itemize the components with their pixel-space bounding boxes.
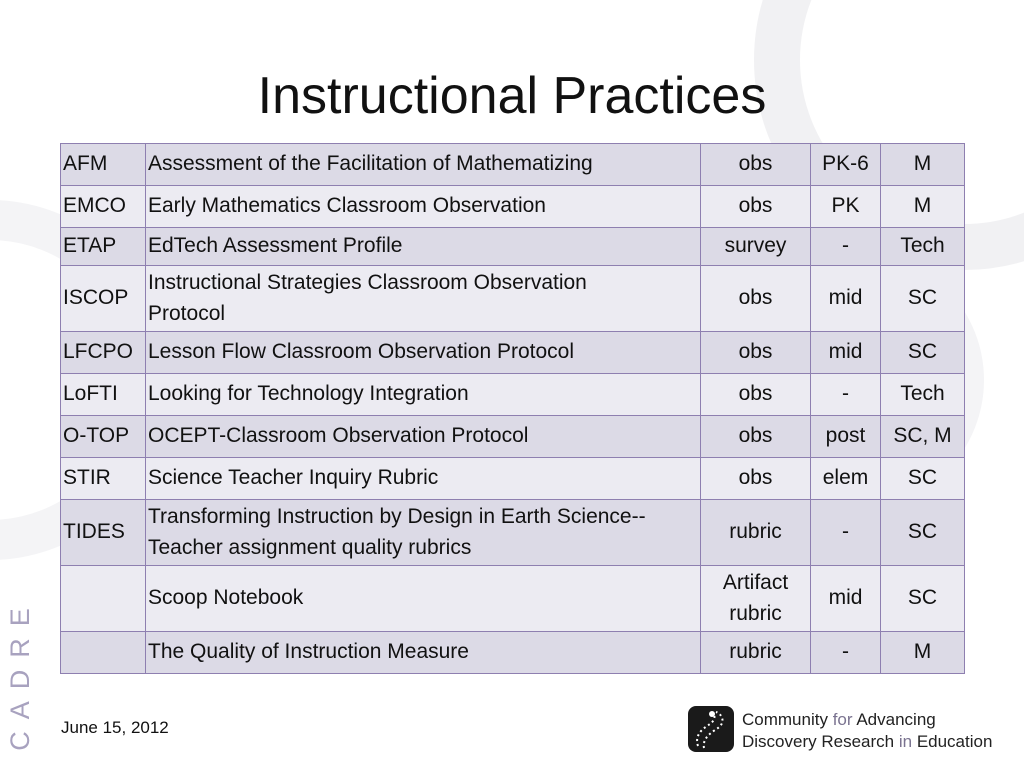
cell-subject: SC, M: [881, 416, 965, 458]
cell-method-line: Artifact: [722, 571, 789, 595]
cell-abbreviation: ISCOP: [61, 266, 146, 332]
cell-instrument-name: [146, 632, 701, 674]
cell-subject: M: [881, 632, 965, 674]
cell-abbreviation: LFCPO: [61, 332, 146, 374]
cell-subject: Tech: [881, 228, 965, 266]
cell-method-line: obs: [738, 424, 773, 448]
cell-method-line: rubric: [729, 601, 782, 625]
logo-word: in: [898, 732, 913, 751]
table-body: [61, 144, 965, 674]
cell-grade-level: PK: [811, 186, 881, 228]
cell-instrument-name-line: Scoop Notebook: [148, 586, 304, 610]
cell-method: [701, 566, 811, 632]
cell-instrument-name-line: Lesson Flow Classroom Observation Protocol: [148, 340, 575, 364]
cell-grade-level: mid: [811, 266, 881, 332]
logo-word: Advancing: [856, 710, 936, 729]
cell-method: [701, 144, 811, 186]
cell-instrument-name-line: Teacher assignment quality rubrics: [148, 535, 472, 559]
cell-method: [701, 632, 811, 674]
table-row: [61, 332, 965, 374]
cell-subject: SC: [881, 266, 965, 332]
cell-subject: M: [881, 144, 965, 186]
cell-instrument-name: [146, 186, 701, 228]
cell-instrument-name-line: The Quality of Instruction Measure: [148, 640, 469, 664]
cell-method: [701, 458, 811, 500]
cell-instrument-name-line: Early Mathematics Classroom Observation: [148, 194, 546, 218]
cell-instrument-name-line: Instructional Strategies Classroom Observation: [148, 271, 587, 295]
table-row: [61, 566, 965, 632]
cell-instrument-name: [146, 566, 701, 632]
cell-method: [701, 186, 811, 228]
cell-subject: SC: [881, 566, 965, 632]
cell-grade-level: elem: [811, 458, 881, 500]
cell-grade-level: mid: [811, 332, 881, 374]
cell-instrument-name: [146, 332, 701, 374]
cell-abbreviation: TIDES: [61, 500, 146, 566]
cell-instrument-name-line: Science Teacher Inquiry Rubric: [148, 466, 439, 490]
cell-instrument-name: [146, 500, 701, 566]
cell-method-line: obs: [738, 152, 773, 176]
slide-title: Instructional Practices: [257, 67, 767, 125]
cell-method: [701, 500, 811, 566]
cadre-logo: [688, 706, 1000, 756]
cell-method: [701, 374, 811, 416]
cell-grade-level: post: [811, 416, 881, 458]
cell-abbreviation: STIR: [61, 458, 146, 500]
cell-grade-level: -: [811, 632, 881, 674]
table-row: [61, 186, 965, 228]
table-row: [61, 228, 965, 266]
logo-word: Community: [742, 710, 828, 729]
cell-abbreviation: [61, 632, 146, 674]
cell-method: [701, 228, 811, 266]
cell-method-line: survey: [724, 234, 787, 258]
logo-word: Education: [916, 732, 993, 751]
cell-subject: SC: [881, 458, 965, 500]
cell-method-line: obs: [738, 382, 773, 406]
cell-instrument-name: [146, 144, 701, 186]
cell-method: [701, 416, 811, 458]
table-row: [61, 500, 965, 566]
cell-subject: SC: [881, 500, 965, 566]
cell-method: [701, 266, 811, 332]
cell-subject: M: [881, 186, 965, 228]
cell-grade-level: -: [811, 374, 881, 416]
cell-grade-level: PK-6: [811, 144, 881, 186]
cell-instrument-name: [146, 416, 701, 458]
slide-date: June 15, 2012: [61, 718, 169, 737]
cell-instrument-name-line: Looking for Technology Integration: [148, 382, 469, 406]
cadre-logo-icon: [688, 706, 734, 752]
cell-method-line: obs: [738, 286, 773, 310]
cell-instrument-name: [146, 266, 701, 332]
cell-abbreviation: O-TOP: [61, 416, 146, 458]
cell-abbreviation: ETAP: [61, 228, 146, 266]
cell-instrument-name: [146, 458, 701, 500]
cell-abbreviation: LoFTI: [61, 374, 146, 416]
table-row: [61, 266, 965, 332]
cell-grade-level: -: [811, 228, 881, 266]
cell-method-line: obs: [738, 340, 773, 364]
table-row: [61, 374, 965, 416]
instruments-table: [60, 143, 965, 674]
cell-instrument-name-line: Assessment of the Facilitation of Mathematizing: [148, 152, 593, 176]
side-label: [2, 588, 38, 758]
cell-instrument-name-line: EdTech Assessment Profile: [148, 234, 403, 258]
cell-abbreviation: AFM: [61, 144, 146, 186]
cell-method: [701, 332, 811, 374]
cell-method-line: rubric: [729, 520, 782, 544]
cell-method-line: obs: [738, 194, 773, 218]
table-row: [61, 632, 965, 674]
table-row: [61, 416, 965, 458]
cell-abbreviation: EMCO: [61, 186, 146, 228]
logo-word: for: [832, 710, 853, 729]
cadre-logo-text: [742, 709, 992, 753]
cell-instrument-name: [146, 228, 701, 266]
logo-word: Discovery Research: [742, 732, 895, 751]
cell-subject: Tech: [881, 374, 965, 416]
cell-abbreviation: [61, 566, 146, 632]
table-row: [61, 144, 965, 186]
cell-instrument-name-line: Protocol: [148, 301, 226, 325]
cell-method-line: rubric: [729, 640, 782, 664]
cell-subject: SC: [881, 332, 965, 374]
cell-grade-level: mid: [811, 566, 881, 632]
cell-instrument-name-line: Transforming Instruction by Design in Earth Science--: [148, 505, 646, 529]
cell-method-line: obs: [738, 466, 773, 490]
cell-instrument-name-line: OCEPT-Classroom Observation Protocol: [148, 424, 529, 448]
cell-instrument-name: [146, 374, 701, 416]
cell-grade-level: -: [811, 500, 881, 566]
table-row: [61, 458, 965, 500]
side-label-text: CADRE: [4, 595, 35, 751]
